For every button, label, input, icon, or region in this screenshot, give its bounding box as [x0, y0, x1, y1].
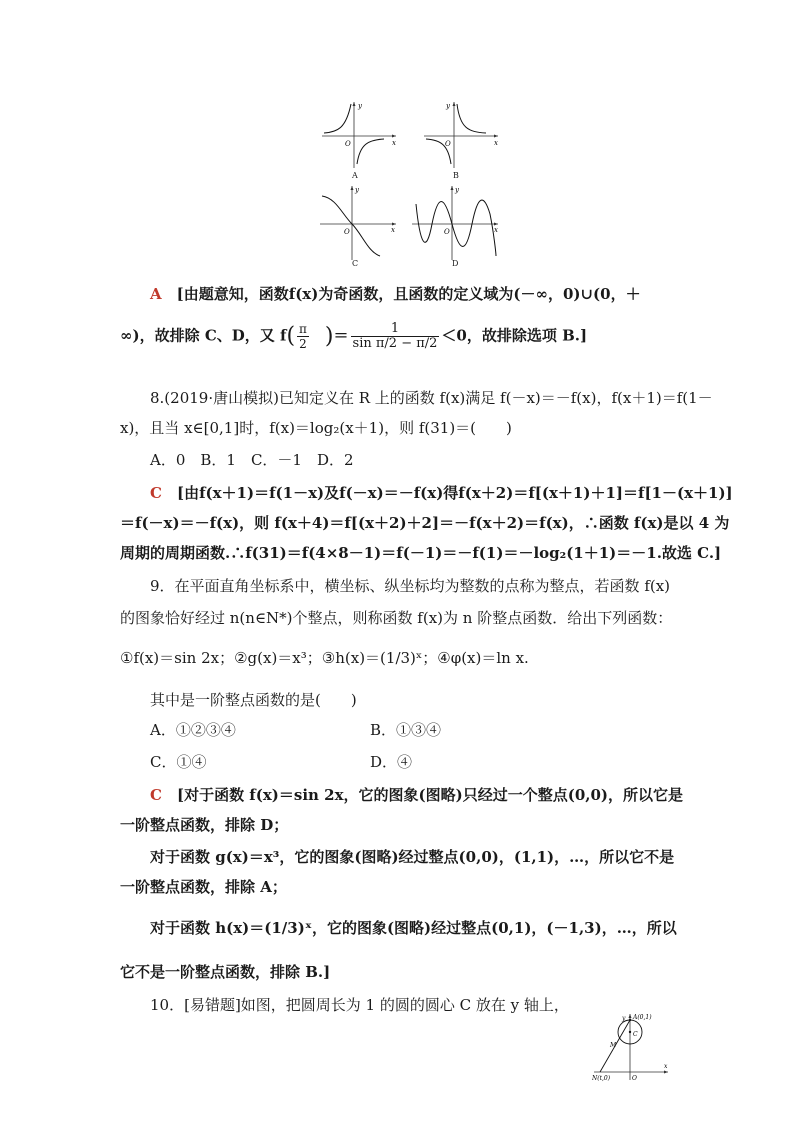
q10-fig-y: y	[622, 1015, 626, 1022]
q10-fig-n: N(t,0)	[592, 1075, 611, 1082]
graph-a-o: O	[345, 140, 351, 148]
q8-options: A．0 B．1 C．－1 D．2	[150, 451, 354, 469]
q9-answer-line4: 一阶整点函数，排除 A；	[120, 878, 287, 896]
q10-fig-c: C	[633, 1031, 638, 1038]
q9-line3: ①f(x)＝sin 2x；②g(x)＝x³；③h(x)＝(1/3)ˣ；④φ(x)＝ln x.	[120, 649, 529, 667]
q9-option-d: D．④	[370, 753, 413, 771]
graph-b	[420, 100, 500, 170]
q8-answer-line3: 周期的周期函数.∴f(31)＝f(4×8－1)＝f(－1)＝－f(1)＝－log₂(1＋1)＝－1.故选 C.]	[120, 544, 722, 562]
q7-answer-line2: ∞)，故排除 C、D，又 f( $\frac{\pi}{2}$ )＝ $\frac{1}{\text{sin π/2 − π/2}}$ ＜0，故排除选项 B.]	[120, 321, 588, 351]
option-graphs	[318, 100, 500, 270]
graph-label-b: B	[453, 171, 459, 180]
q8-line2: x)，且当 x∈[0,1]时，f(x)＝log₂(x＋1)，则 f(31)＝( )	[120, 419, 512, 437]
q9-answer-line3: 对于函数 g(x)＝x³，它的图象(图略)经过整点(0,0)，(1,1)，…，所以它不是	[150, 848, 675, 866]
q7-answer-line1: A [由题意知，函数f(x)为奇函数，且函数的定义域为(－∞，0)∪(0，＋	[150, 285, 641, 303]
graph-label-c: C	[352, 259, 359, 268]
q9-line1: 9．在平面直角坐标系中，横坐标、纵坐标均为整数的点称为整点，若函数 f(x)	[150, 577, 671, 595]
graph-d-y: y	[455, 186, 459, 194]
q9-line4: 其中是一阶整点函数的是( )	[150, 691, 357, 709]
graph-b-x: x	[494, 139, 498, 147]
graph-c-o: O	[344, 228, 350, 236]
graph-d	[410, 184, 502, 264]
q10-line1: 10．[易错题]如图，把圆周长为 1 的圆的圆心 C 放在 y 轴上，	[150, 996, 569, 1014]
graph-d-x: x	[494, 226, 498, 234]
q9-option-b: B．①③④	[370, 721, 442, 739]
graph-label-d: D	[452, 259, 459, 268]
q8-answer-line2: ＝f(－x)＝－f(x)，则 f(x＋4)＝f[(x＋2)＋2]＝－f(x＋2)＝f(x)，∴函数 f(x)是以 4 为	[120, 514, 730, 532]
graph-b-o: O	[445, 140, 451, 148]
q10-fig-o: O	[632, 1075, 637, 1082]
q9-line2: 的图象恰好经过 n(n∈N*)个整点，则称函数 f(x)为 n 阶整点函数．给出下列函数：	[120, 609, 673, 627]
graph-a	[318, 100, 398, 170]
graph-label-a: A	[352, 171, 358, 180]
q8-line1: 8.(2019·唐山模拟)已知定义在 R 上的函数 f(x)满足 f(－x)＝－f(x)，f(x＋1)＝f(1－	[150, 389, 713, 407]
graph-c	[318, 184, 398, 264]
q10-fig-m: M	[610, 1042, 617, 1049]
q9-answer-line1: C [对于函数 f(x)＝sin 2x，它的图象(图略)只经过一个整点(0,0)，所以它是	[150, 786, 684, 804]
graph-a-y: y	[358, 102, 362, 110]
q10-figure	[592, 1012, 672, 1082]
q10-fig-x: x	[664, 1063, 668, 1070]
graph-c-x: x	[391, 226, 395, 234]
q9-option-a: A．①②③④	[150, 721, 236, 739]
q7-answer-letter: A	[150, 285, 162, 303]
q8-answer-line1: C [由f(x＋1)＝f(1－x)及f(－x)＝－f(x)得f(x＋2)＝f[(x＋1)＋1]＝f[1－(x＋1)]	[150, 484, 733, 502]
graph-b-y: y	[446, 102, 450, 110]
q9-answer-line5: 对于函数 h(x)＝(1/3)ˣ，它的图象(图略)经过整点(0,1)，(－1,3)，…，所以	[150, 919, 677, 937]
graph-c-y: y	[355, 186, 359, 194]
q9-answer-line6: 它不是一阶整点函数，排除 B.]	[120, 963, 331, 981]
q9-answer-line2: 一阶整点函数，排除 D；	[120, 816, 289, 834]
graph-a-x: x	[392, 139, 396, 147]
q9-option-c: C．①④	[150, 753, 207, 771]
graph-d-o: O	[444, 228, 450, 236]
q10-fig-a: A(0,1)	[633, 1014, 652, 1021]
